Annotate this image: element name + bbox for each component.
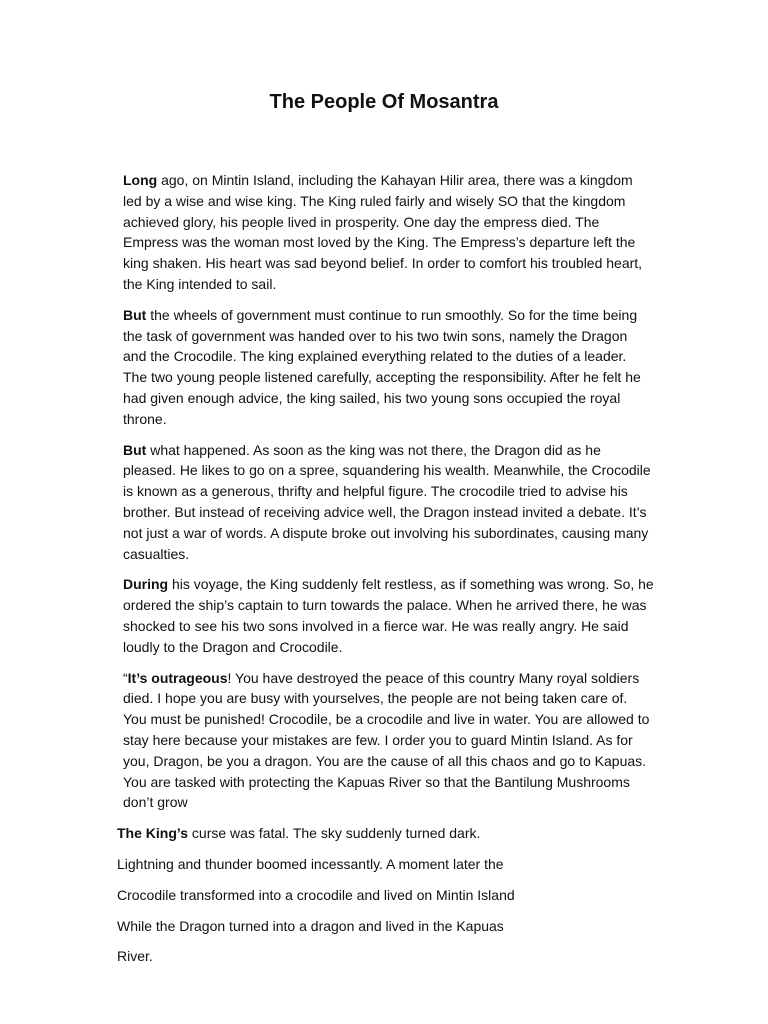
paragraph-lead: During — [123, 576, 169, 593]
story-body — [117, 170, 654, 977]
paragraph-5 — [117, 668, 654, 814]
paragraph-4 — [117, 574, 654, 657]
paragraph-text: his voyage, the King suddenly felt restless, as if something was wrong. So, he ordered the ship’s captain to turn towards the palace. When he arrived there, he was shocked to see his two sons involved in a fierce war. He was really angry. He said loudly to the Dragon and Crocodile. — [123, 576, 654, 655]
paragraph-lead: It’s outrageous — [127, 669, 228, 686]
paragraph-text: ! You have destroyed the peace of this country Many royal soldiers died. I hope you are busy with yourselves, the people are not being taken care of. You must be punished! Crocodile, be a crocodile and live in water. You are allowed to stay here because your mistakes are few. I order you to guard Mintin Island. As for you, Dragon, be you a dragon. You are the cause of all this chaos and go to Kapuas. You are tasked with protecting the Kapuas River so that the Bantilung Mushrooms don’t grow — [123, 669, 650, 811]
opening-quote: “ — [123, 669, 128, 686]
closing-line-2: Crocodile transformed into a crocodile and lived on Mintin Island — [117, 886, 515, 903]
page-title: The People Of Mosantra — [269, 91, 499, 113]
paragraph-lead: But — [123, 306, 147, 323]
curse-text: curse was fatal. The sky suddenly turned dark. — [188, 825, 481, 842]
paragraph-lead: Long — [123, 172, 158, 188]
paragraph-text: what happened. As soon as the king was not there, the Dragon did as he pleased. He likes to go on a spree, squandering his wealth. Meanwhile, the Crocodile is known as a generous, thrifty and helpful figure. The crocodile tried to advise his brother. But instead of receiving advice well, the Dragon instead invited a debate. It’s not just a war of words. A dispute broke out involving his subordinates, causing many casualties. — [123, 441, 651, 562]
paragraph-3 — [117, 440, 654, 565]
curse-line — [117, 823, 654, 844]
paragraph-text: ago, on Mintin Island, including the Kahayan Hilir area, there was a kingdom led by a wise and wise king. The King ruled fairly and wisely SO that the kingdom achieved glory, his people lived in prosperity. One day the empress died. The Empress was the woman most loved by the King. The Empress’s departure left the king shaken. His heart was sad beyond belief. In order to comfort his troubled heart, the King intended to sail. — [123, 172, 643, 292]
paragraph-lead: But — [123, 441, 147, 458]
closing-line-1: Lightning and thunder boomed incessantly. A moment later the — [117, 855, 504, 872]
paragraph-text: the wheels of government must continue to run smoothly. So for the time being the task of government was handed over to his two twin sons, namely the Dragon and the Crocodile. The king explained everything related to the duties of a leader. The two young people listened carefully, accepting the responsibility. After he felt he had given enough advice, the king sailed, his two young sons occupied the royal throne. — [123, 306, 641, 427]
closing-line-3: While the Dragon turned into a dragon and lived in the Kapuas — [117, 917, 504, 934]
curse-lead: The King’s — [117, 825, 189, 842]
paragraph-1 — [117, 170, 654, 295]
closing-line-4: River. — [117, 948, 153, 965]
paragraph-2 — [117, 305, 654, 430]
